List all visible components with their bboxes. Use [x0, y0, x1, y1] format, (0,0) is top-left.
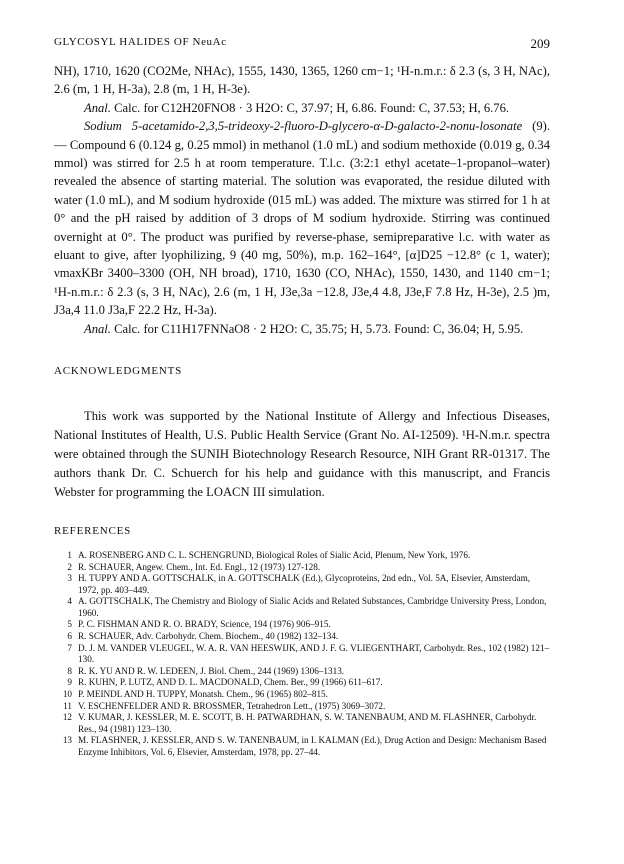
- reference-text: R. K. YU AND R. W. LEDEEN, J. Biol. Chem., 244 (1969) 1306–1313.: [78, 665, 345, 676]
- reference-item: [54, 712, 550, 735]
- paragraph-compound-9: [54, 117, 550, 319]
- reference-item: [54, 619, 550, 631]
- reference-text: A. ROSENBERG AND C. L. SCHENGRUND, Biological Roles of Sialic Acid, Plenum, New York, 1976.: [78, 549, 471, 560]
- reference-text: R. KUHN, P. LUTZ, AND D. L. MACDONALD, Chem. Ber., 99 (1966) 611–617.: [78, 677, 383, 688]
- anal-label: Anal.: [84, 100, 111, 115]
- running-title: GLYCOSYL HALIDES OF NeuAc: [54, 36, 227, 48]
- reference-number: 7: [67, 642, 72, 653]
- compound-name: 5-acetamido-2,3,5-trideoxy-2-fluoro-D-glycero-α-D-galacto-2-nonu-losonate: [121, 119, 523, 134]
- reference-text: R. SCHAUER, Angew. Chem., Int. Ed. Engl., 12 (1973) 127-128.: [78, 561, 321, 572]
- reference-number: 5: [67, 619, 72, 630]
- reference-number: 11: [63, 700, 72, 711]
- reference-item: [54, 677, 550, 689]
- reference-number: 13: [62, 735, 72, 746]
- reference-item: [54, 631, 550, 643]
- paragraph-analysis-1: [54, 99, 550, 117]
- reference-item: [54, 689, 550, 701]
- reference-list: [54, 550, 550, 759]
- references-heading: REFERENCES: [54, 524, 132, 537]
- reference-number: 2: [67, 561, 72, 572]
- reference-number: 12: [62, 712, 72, 723]
- compound-procedure: — Compound 6 (0.124 g, 0.25 mmol) in methanol (1.0 mL) and sodium methoxide (0.019 g, 0.34 mmol) was stirred for 2.5 h at room temperature. T.l.c. (3:2:1 ethyl acetate–1-propanol–water) revealed the absence of starting material. The solution was evaporated, the residue diluted with water (1.0 mL), and M sodium hydroxide (015 mL) was added. The mixture was stirred for 1 h at 0° and the pH raised by addition of 3 drops of M sodium hydroxide. Stirring was continued overnight at 0°. The product was purified by reverse-phase, semipreparative l.c. with water as eluant to give, after lyophilizing, 9 (40 mg, 50%), m.p. 162–164°, [α]D25 −12.8° (c 1, water); νmaxKBr 3400–3300 (OH, NH broad), 1710, 1630 (CO, NHAc), 1550, 1430, and 1140 cm−1; ¹H-n.m.r.: δ 2.3 (s, 3 H, NAc), 2.6 (m, 1 H, J3e,3a −12.8, J3e,4 4.8, J3e,F 7.8 Hz, H-3e), 2.5 )m, J3a,4 11.0 J3a,F 22.2 Hz, H-3a).: [54, 137, 550, 318]
- reference-text: R. SCHAUER, Adv. Carbohydr. Chem. Biochem., 40 (1982) 132–134.: [78, 631, 339, 642]
- reference-text: V. ESCHENFELDER AND R. BROSSMER, Tetrahedron Lett., (1975) 3069–3072.: [78, 700, 386, 711]
- reference-number: 1: [67, 549, 72, 560]
- compound-name-label: Sodium: [84, 119, 122, 134]
- acknowledgments-heading: ACKNOWLEDGMENTS: [54, 365, 183, 378]
- reference-item: [54, 701, 550, 713]
- reference-item: [54, 643, 550, 666]
- reference-number: 3: [67, 573, 72, 584]
- reference-text: P. C. FISHMAN AND R. O. BRADY, Science, 194 (1976) 906–915.: [78, 619, 331, 630]
- reference-number: 8: [67, 665, 72, 676]
- reference-text: M. FLASHNER, J. KESSLER, AND S. W. TANENBAUM, in I. KALMAN (Ed.), Drug Action and Design: Mechanism Based Enzyme Inhibitors, Vol. 6, Elsevier, Amsterdam, 1978, pp. 27–44.: [78, 735, 547, 757]
- reference-number: 6: [67, 631, 72, 642]
- anal-label: Anal.: [84, 321, 111, 336]
- reference-item: [54, 573, 550, 596]
- reference-item: [54, 550, 550, 562]
- acknowledgments-text: This work was supported by the National Institute of Allergy and Infectious Diseases, National Institutes of Health, U.S. Public Health Service (Grant No. AI-12509). ¹H-N.m.r. spectra were obtained through the SUNIH Biotechnology Research Resource, NIH Grant RR-01317. The authors thank Dr. C. Schuerch for his help and guidance with this manuscript, and Francis Webster for programming the LOACN III simulation.: [54, 408, 550, 499]
- reference-number: 9: [67, 677, 72, 688]
- anal-text: Calc. for C11H17FNNaO8 · 2 H2O: C, 35.75; H, 5.73. Found: C, 36.04; H, 5.95.: [110, 321, 524, 336]
- running-header: [54, 36, 550, 52]
- reference-number: 10: [62, 689, 72, 700]
- article-body: [54, 62, 550, 759]
- paragraph-nmr-continued: NH), 1710, 1620 (CO2Me, NHAc), 1555, 1430, 1365, 1260 cm−1; ¹H-n.m.r.: δ 2.3 (s, 3 H, NAc), 2.6 (m, 1 H, H-3a), 2.8 (m, 1 H, H-3e).: [54, 64, 550, 97]
- reference-text: A. GOTTSCHALK, The Chemistry and Biology of Sialic Acids and Related Substances, Cambridge University Press, London, 1960.: [78, 596, 547, 618]
- anal-text: Calc. for C12H20FNO8 · 3 H2O: C, 37.97; H, 6.86. Found: C, 37.53; H, 6.76.: [110, 100, 510, 115]
- reference-text: H. TUPPY AND A. GOTTSCHALK, in A. GOTTSCHALK (Ed.), Glycoproteins, 2nd edn., Vol. 5A, Elsevier, Amsterdam, 1972, pp. 403–449.: [78, 573, 531, 595]
- reference-text: V. KUMAR, J. KESSLER, M. E. SCOTT, B. H. PATWARDHAN, S. W. TANENBAUM, AND M. FLASHNER, Carbohydr. Res., 94 (1981) 123–130.: [78, 712, 537, 734]
- paragraph-analysis-2: [54, 320, 550, 338]
- reference-text: P. MEINDL AND H. TUPPY, Monatsh. Chem., 96 (1965) 802–815.: [78, 689, 328, 700]
- reference-item: [54, 735, 550, 758]
- reference-text: D. J. M. VANDER VLEUGEL, W. A. R. VAN HEESWIJK, AND J. F. G. VLIEGENTHART, Carbohydr. Res., 102 (1982) 121–130.: [78, 642, 550, 665]
- page-number: 209: [530, 36, 550, 51]
- reference-item: [54, 666, 550, 678]
- reference-item: [54, 562, 550, 574]
- reference-item: [54, 596, 550, 619]
- reference-number: 4: [67, 596, 72, 607]
- compound-number: (9).: [522, 119, 551, 134]
